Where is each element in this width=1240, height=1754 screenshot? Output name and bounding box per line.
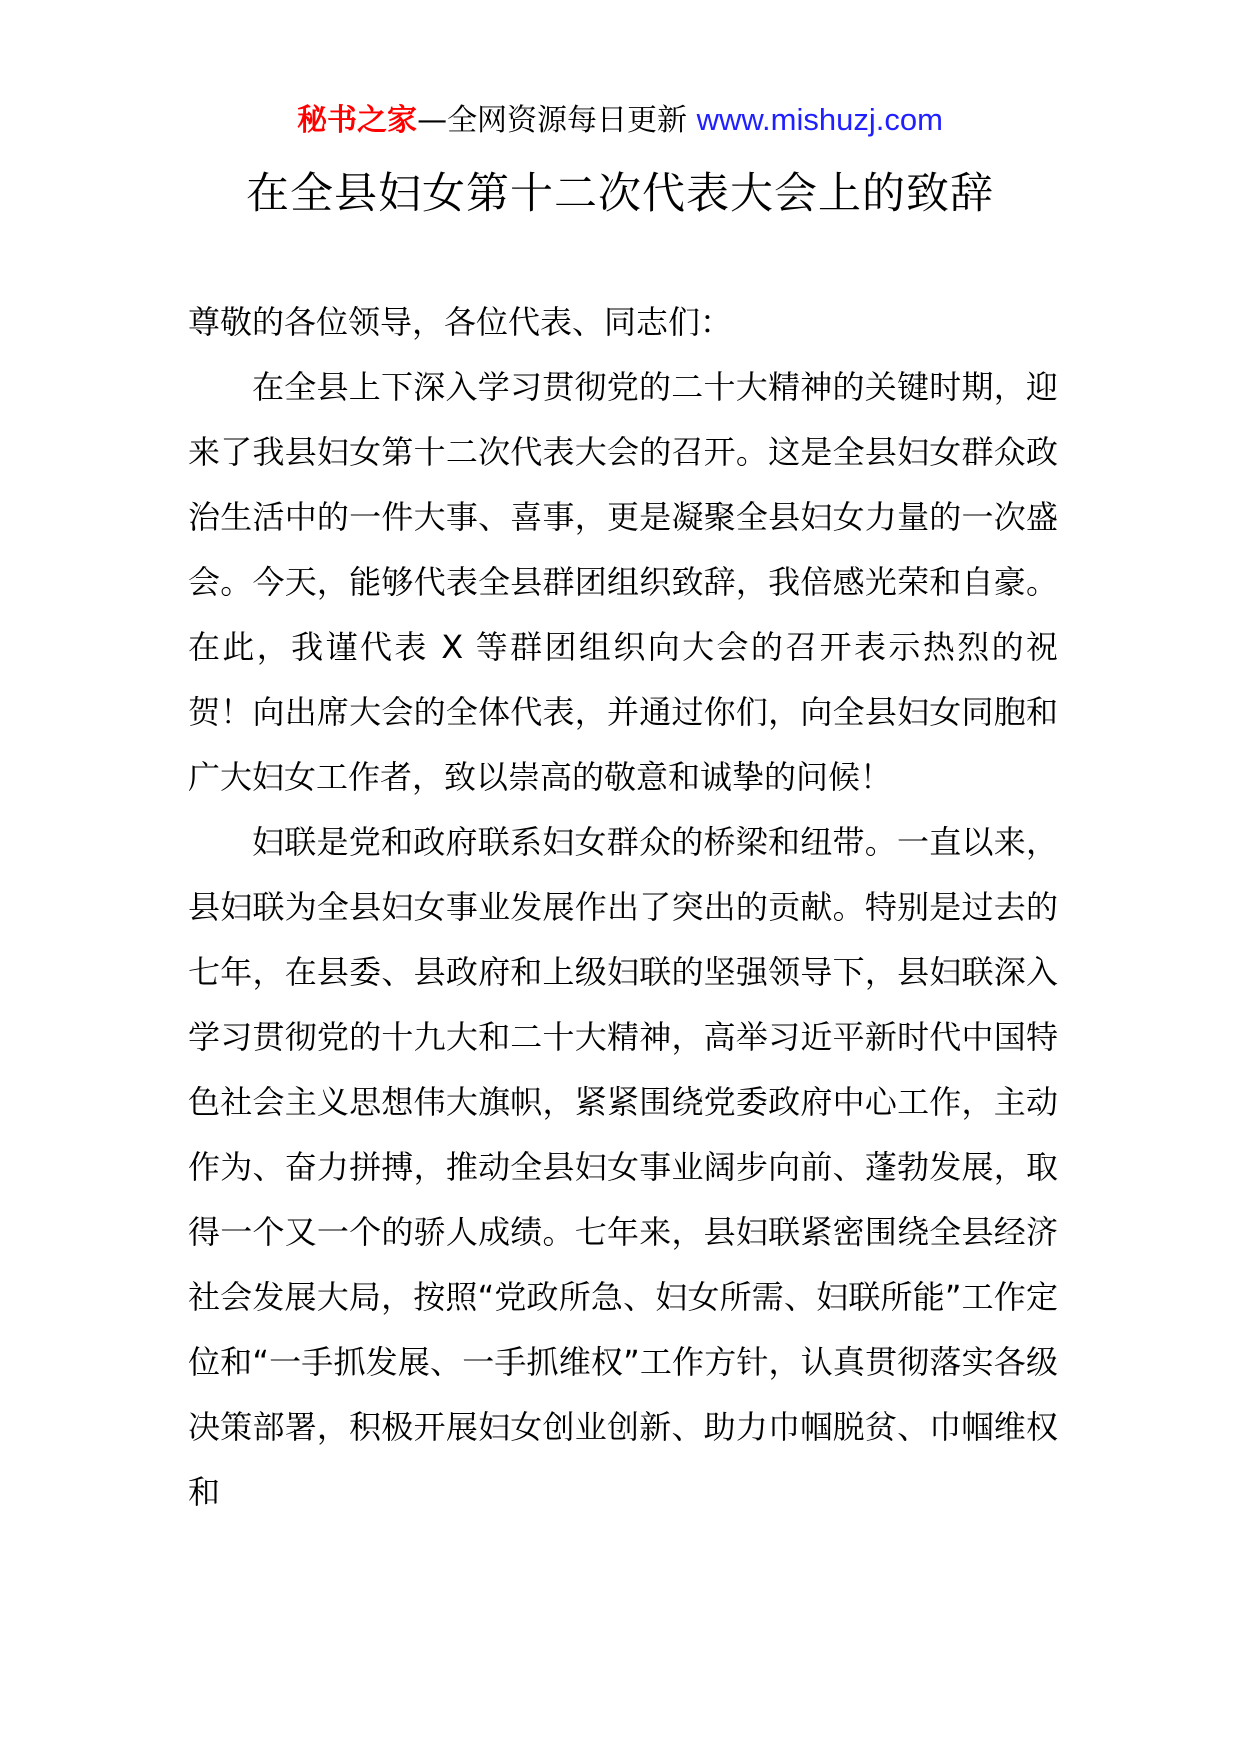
paragraph: 妇联是党和政府联系妇女群众的桥梁和纽带。一直以来，县妇联为全县妇女事业发展作出了突出的贡献。特别是过去的七年，在县委、县政府和上级妇联的坚强领导下，县妇联深入学习贯彻党的十九大和二十大精神，高举习近平新时代中国特色社会主义思想伟大旗帜，紧紧围绕党委政府中心工作，主动作为、奋力拼搏，推动全县妇女事业阔步向前、蓬勃发展，取得一个又一个的骄人成绩。七年来，县妇联紧密围绕全县经济社会发展大局，按照“党政所急、妇女所需、妇联所能”工作定位和“一手抓发展、一手抓维权”工作方针，认真贯彻落实各级决策部署，积极开展妇女创业创新、助力巾帼脱贫、巾帼维权和 bbox=[188, 823, 1058, 1511]
salutation: 尊敬的各位领导，各位代表、同志们： bbox=[188, 303, 733, 341]
brand-name: 秘书之家 bbox=[297, 103, 418, 138]
paragraph: 在全县上下深入学习贯彻党的二十大精神的关键时期，迎来了我县妇女第十二次代表大会的召开。这是全县妇女群众政治生活中的一件大事、喜事，更是凝聚全县妇女力量的一次盛会。今天，能够代表全县群团组织致辞，我倍感光荣和自豪。在此，我谨代表 X 等群团组织向大会的召开表示热烈的祝贺！向出席大会的全体代表，并通过你们，向全县妇女同胞和广大妇女工作者，致以崇高的敬意和诚挚的问候！ bbox=[188, 368, 1058, 796]
document-body bbox=[188, 290, 1058, 1525]
header-url-link[interactable]: www.mishuzj.com bbox=[696, 102, 943, 137]
site-header bbox=[0, 100, 1240, 141]
header-tagline: —全网资源每日更新 bbox=[417, 103, 688, 138]
document-title: 在全县妇女第十二次代表大会上的致辞 bbox=[246, 169, 994, 219]
